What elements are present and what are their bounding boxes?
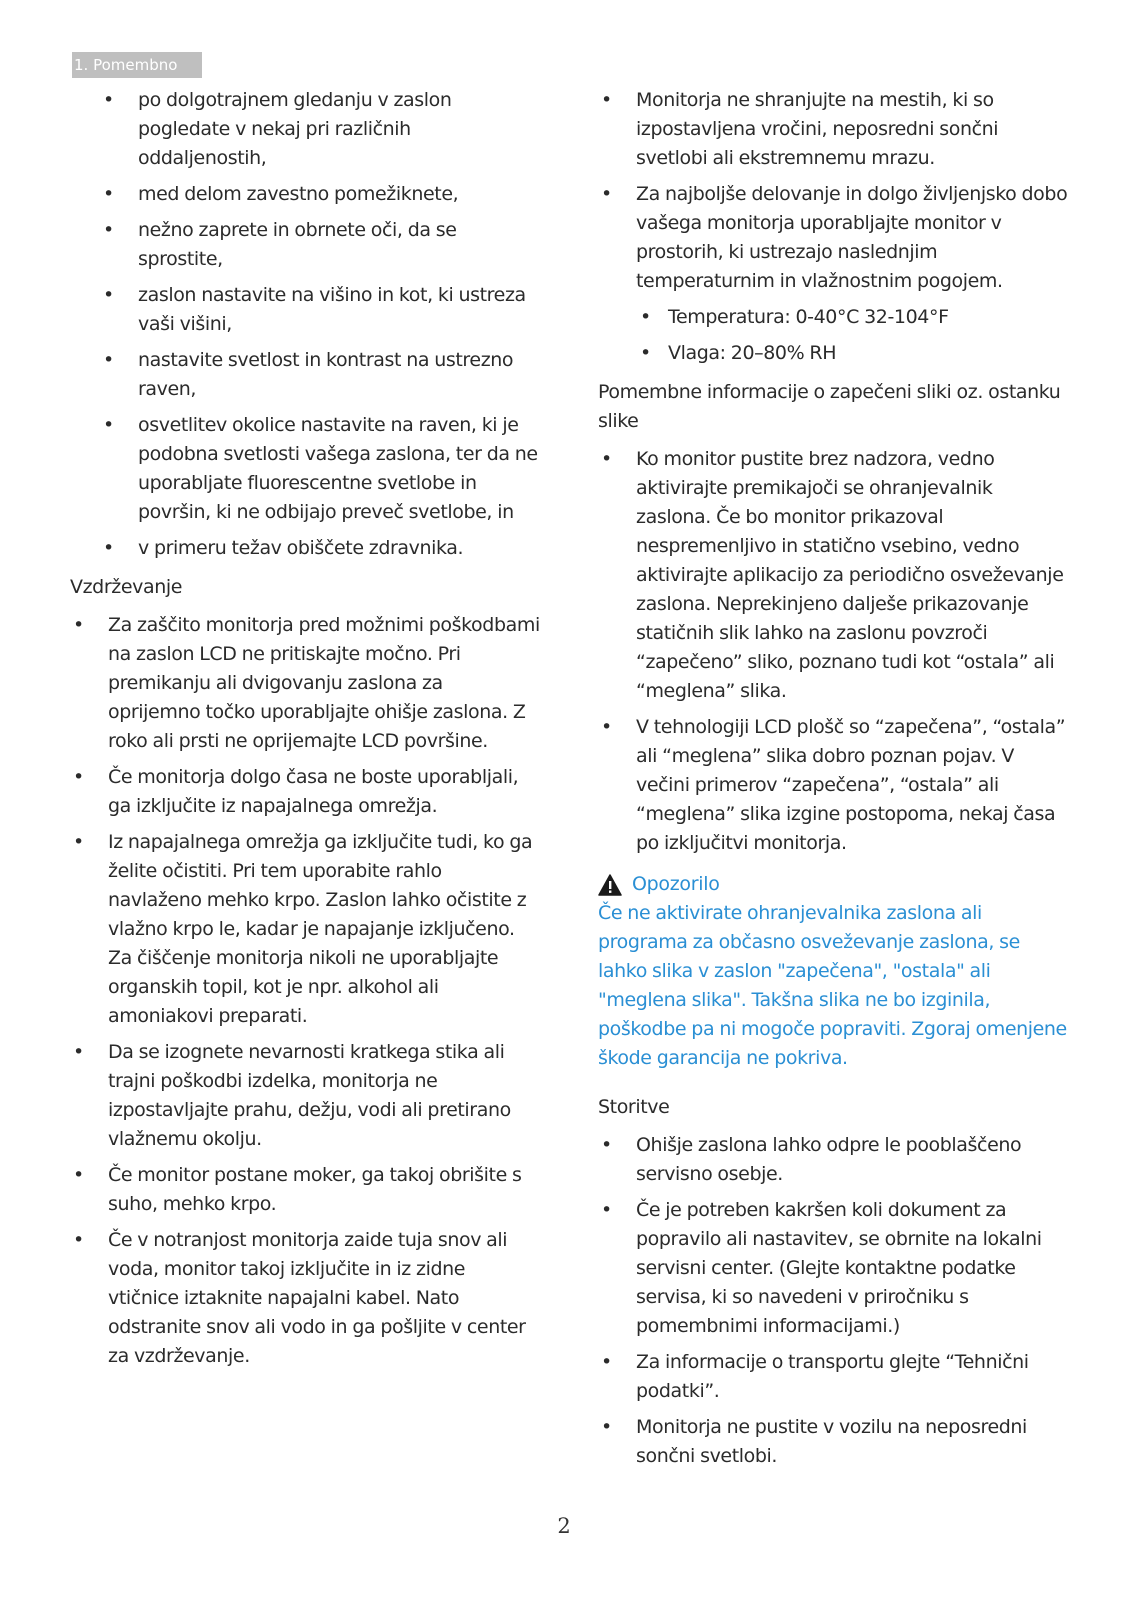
right-column — [598, 86, 1068, 1478]
burnin-heading: Pomembne informacije o zapečeni sliki oz. ostanku slike — [598, 381, 1061, 432]
list-item: • osvetlitev okolice nastavite na raven, ki je podobna svetlosti vašega zaslona, ter da ne uporabljate fluorescentne svetlobe in površin, ki ne odbijajo preveč svetlobe, in — [138, 411, 540, 527]
list-item: • Vlaga: 20–80% RH — [668, 339, 1068, 368]
list-item: • zaslon nastavite na višino in kot, ki ustreza vaši višini, — [138, 281, 540, 339]
list-item: • med delom zavestno pomežiknete, — [138, 180, 540, 209]
storage-list — [598, 86, 1068, 296]
section-tag: 1. Pomembno — [72, 52, 202, 78]
list-item: • Za informacije o transportu glejte “Tehnični podatki”. — [636, 1348, 1068, 1406]
list-item: • Monitorja ne shranjujte na mestih, ki so izpostavljena vročini, neposredni sončni svetlobi ali ekstremnemu mrazu. — [636, 86, 1068, 173]
list-item: • Če monitor postane moker, ga takoj obrišite s suho, mehko krpo. — [108, 1161, 540, 1219]
list-item: • nežno zaprete in obrnete oči, da se sprostite, — [138, 216, 540, 274]
service-heading: Storitve — [598, 1096, 670, 1118]
list-item: • Ko monitor pustite brez nadzora, vedno aktivirajte premikajoči se ohranjevalnik zaslona. Če bo monitor prikazoval nespremenljivo in statično vsebino, vedno aktivirajte aplikacijo za periodično osveževanje zaslona. Neprekinjeno dalješe prikazovanje statičnih slik lahko na zaslonu povzroči “zapečeno” sliko, poznano tudi kot “ostala” ali “meglena” slika. — [636, 445, 1068, 706]
list-item: • Da se izognete nevarnosti kratkega stika ali trajni poškodbi izdelka, monitorja ne izpostavljajte prahu, dežju, vodi ali pretirano vlažnemu okolju. — [108, 1038, 540, 1154]
list-item: • Ohišje zaslona lahko odpre le pooblaščeno servisno osebje. — [636, 1131, 1068, 1189]
warning-title — [598, 870, 1068, 899]
warning-title-text: Opozorilo — [632, 873, 720, 895]
page-number: 2 — [557, 1514, 571, 1538]
service-list — [598, 1131, 1068, 1471]
list-item: • Iz napajalnega omrežja ga izključite tudi, ko ga želite očistiti. Pri tem uporabite rahlo navlaženo mehko krpo. Zaslon lahko očistite z vlažno krpo le, kadar je napajanje izključeno. Za čiščenje monitorja nikoli ne uporabljajte organskih topil, kot je npr. alkohol ali amoniakovi preparati. — [108, 828, 540, 1031]
list-item: • Za najboljše delovanje in dolgo življenjsko dobo vašega monitorja uporabljajte monitor v prostorih, ki ustrezajo naslednjim temperaturnim in vlažnostnim pogojem. — [636, 180, 1068, 296]
list-item: • V tehnologiji LCD plošč so “zapečena”, “ostala” ali “meglena” slika dobro poznan pojav. V večini primerov “zapečena”, “ostala” ali “meglena” slika izgine postopoma, nekaj časa po izključitvi monitorja. — [636, 713, 1068, 858]
warning-icon — [598, 874, 622, 896]
eye-care-list — [70, 86, 540, 563]
list-item: • po dolgotrajnem gledanju v zaslon pogledate v nekaj pri različnih oddaljenostih, — [138, 86, 540, 173]
maintenance-heading: Vzdrževanje — [70, 576, 183, 598]
list-item: • nastavite svetlost in kontrast na ustrezno raven, — [138, 346, 540, 404]
list-item: • v primeru težav obiščete zdravnika. — [138, 534, 540, 563]
maintenance-list — [70, 611, 540, 1371]
warning-text: Če ne aktivirate ohranjevalnika zaslona ali programa za občasno osveževanje zaslona, se lahko slika v zaslon "zapečena", "ostala" ali "meglena slika". Takšna slika ne bo izginila, poškodbe pa ni mogoče popraviti. Zgoraj omenjene škode garancija ne pokriva. — [598, 902, 1067, 1069]
list-item: • Če v notranjost monitorja zaide tuja snov ali voda, monitor takoj izključite in iz zidne vtičnice iztaknite napajalni kabel. Nato odstranite snov ali vodo in ga pošljite v center za vzdrževanje. — [108, 1226, 540, 1371]
burnin-list — [598, 445, 1068, 858]
conditions-list — [598, 303, 1068, 368]
list-item: • Za zaščito monitorja pred možnimi poškodbami na zaslon LCD ne pritiskajte močno. Pri premikanju ali dvigovanju zaslona za oprijemno točko uporabljajte ohišje zaslona. Z roko ali prsti ne oprijemajte LCD površine. — [108, 611, 540, 756]
list-item: • Če je potreben kakršen koli dokument za popravilo ali nastavitev, se obrnite na lokalni servisni center. (Glejte kontaktne podatke servisa, ki so navedeni v priročniku s pomembnimi informacijami.) — [636, 1196, 1068, 1341]
left-column — [70, 86, 540, 1378]
list-item: • Monitorja ne pustite v vozilu na neposredni sončni svetlobi. — [636, 1413, 1068, 1471]
list-item: • Če monitorja dolgo časa ne boste uporabljali, ga izključite iz napajalnega omrežja. — [108, 763, 540, 821]
list-item: • Temperatura: 0-40°C 32-104°F — [668, 303, 1068, 332]
